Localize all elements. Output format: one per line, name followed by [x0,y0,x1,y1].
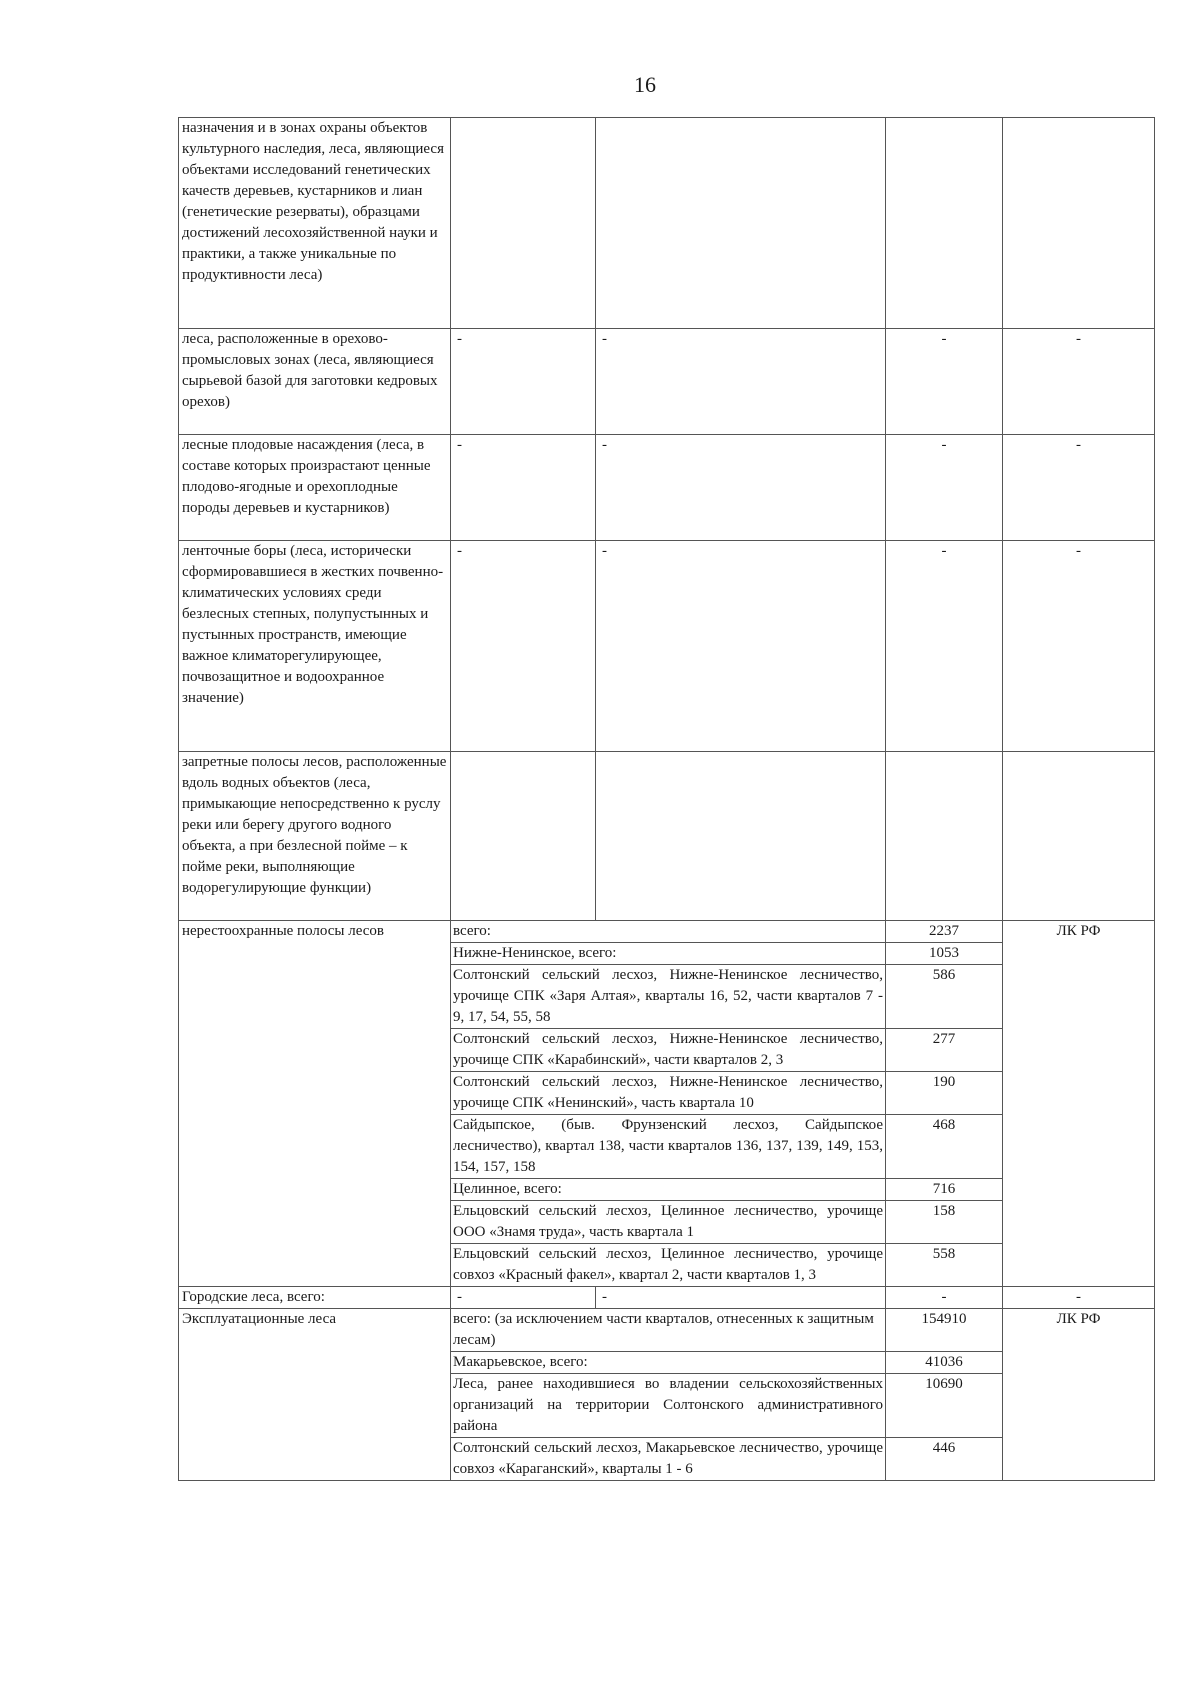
cell: - [451,541,596,752]
source-cell: ЛК РФ [1003,921,1155,1287]
cell: - [451,1287,596,1309]
area-cell: 558 [886,1244,1003,1287]
cell: - [596,541,886,752]
area-cell: 2237 [886,921,1003,943]
cell: - [451,435,596,541]
location-cell: Солтонский сельский лесхоз, Нижне-Ненинское лесничество, урочище СПК «Ненинский», часть квартала 10 [451,1072,886,1115]
location-cell: Леса, ранее находившиеся во владении сельскохозяйственных организаций на территории Солтонского административного района [451,1374,886,1438]
area-cell: 41036 [886,1352,1003,1374]
area-cell: 10690 [886,1374,1003,1438]
cell [596,752,886,921]
table-row [179,329,1155,435]
category-cell: Городские леса, всего: [179,1287,451,1309]
category-cell: леса, расположенные в орехово-промысловых зонах (леса, являющиеся сырьевой базой для заготовки кедровых орехов) [179,329,451,435]
area-cell: 446 [886,1438,1003,1481]
table-row [179,435,1155,541]
area-cell: - [886,435,1003,541]
table-row [179,921,1155,943]
cell [451,118,596,329]
table-row [179,752,1155,921]
area-cell: 158 [886,1201,1003,1244]
category-cell: ленточные боры (леса, исторически сформировавшиеся в жестких почвенно-климатических условиях среди безлесных степных, полупустынных и пустынных пространств, имеющие важное климаторегулирующее, почвозащитное и водоохранное значение) [179,541,451,752]
forest-category-table [178,117,1155,1481]
area-cell: 468 [886,1115,1003,1179]
category-cell: лесные плодовые насаждения (леса, в составе которых произрастают ценные плодово-ягодные и орехоплодные породы деревьев и кустарников) [179,435,451,541]
page-number: 16 [634,72,656,97]
area-cell: 154910 [886,1309,1003,1352]
cell: - [451,329,596,435]
cell: - [596,1287,886,1309]
location-cell: Солтонский сельский лесхоз, Макарьевское лесничество, урочище совхоз «Караганский», кварталы 1 - 6 [451,1438,886,1481]
cell [596,118,886,329]
category-cell: назначения и в зонах охраны объектов культурного наследия, леса, являющиеся объектами исследований генетических качеств деревьев, кустарников и лиан (генетические резерваты), образцами достижений лесохозяйственной науки и практики, а также уникальные по продуктивности леса) [179,118,451,329]
location-cell: Ельцовский сельский лесхоз, Целинное лесничество, урочище совхоз «Красный факел», квартал 2, части кварталов 1, 3 [451,1244,886,1287]
table-row [179,1287,1155,1309]
area-cell: - [886,1287,1003,1309]
source-cell: - [1003,329,1155,435]
source-cell [1003,118,1155,329]
location-cell: Целинное, всего: [451,1179,886,1201]
area-cell: - [886,541,1003,752]
location-cell: всего: [451,921,886,943]
area-cell: 716 [886,1179,1003,1201]
source-cell: - [1003,435,1155,541]
category-cell: запретные полосы лесов, расположенные вдоль водных объектов (леса, примыкающие непосредственно к руслу реки или берегу другого водного объекта, а при безлесной пойме – к пойме реки, выполняющие водорегулирующие функции) [179,752,451,921]
source-cell [1003,752,1155,921]
area-cell: 277 [886,1029,1003,1072]
area-cell: 586 [886,965,1003,1029]
category-cell: Эксплуатационные леса [179,1309,451,1481]
area-cell: 1053 [886,943,1003,965]
location-cell: Макарьевское, всего: [451,1352,886,1374]
source-cell: ЛК РФ [1003,1309,1155,1481]
table-row [179,1309,1155,1352]
location-cell: Нижне-Ненинское, всего: [451,943,886,965]
source-cell: - [1003,1287,1155,1309]
cell: - [596,435,886,541]
location-cell: Ельцовский сельский лесхоз, Целинное лесничество, урочище ООО «Знамя труда», часть квартала 1 [451,1201,886,1244]
location-cell: Сайдыпское, (быв. Фрунзенский лесхоз, Сайдыпское лесничество), квартал 138, части кварталов 136, 137, 139, 149, 153, 154, 157, 158 [451,1115,886,1179]
table-row [179,541,1155,752]
cell: - [596,329,886,435]
location-cell: всего: (за исключением части кварталов, отнесенных к защитным лесам) [451,1309,886,1352]
area-cell [886,118,1003,329]
table-row [179,118,1155,329]
location-cell: Солтонский сельский лесхоз, Нижне-Ненинское лесничество, урочище СПК «Карабинский», части кварталов 2, 3 [451,1029,886,1072]
cell [451,752,596,921]
area-cell: 190 [886,1072,1003,1115]
area-cell: - [886,329,1003,435]
category-cell: нерестоохранные полосы лесов [179,921,451,1287]
area-cell [886,752,1003,921]
source-cell: - [1003,541,1155,752]
location-cell: Солтонский сельский лесхоз, Нижне-Ненинское лесничество, урочище СПК «Заря Алтая», кварталы 16, 52, части кварталов 7 - 9, 17, 54, 55, 58 [451,965,886,1029]
